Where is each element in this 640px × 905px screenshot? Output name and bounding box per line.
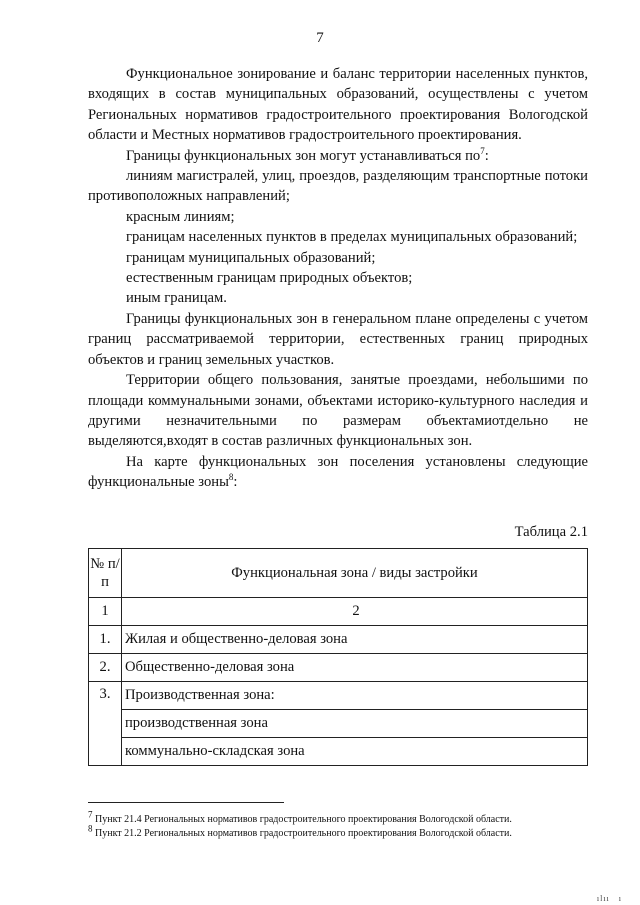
list-item: естественным границам природных объектов;	[126, 270, 413, 287]
table-row	[89, 654, 588, 682]
scan-mark: ılıı ı	[596, 894, 622, 903]
body-text	[88, 64, 588, 493]
row-num: 3.	[89, 682, 122, 766]
header-num	[89, 549, 122, 598]
index-zone: 2	[122, 598, 588, 626]
table-row	[89, 682, 588, 710]
footnote-mark: 8	[88, 823, 93, 834]
list-item: линиям магистралей, улиц, проездов, разделяющим транспортные потоки противоположных направлений;	[88, 168, 588, 205]
zones-table	[88, 548, 588, 766]
list-item: красным линиям;	[126, 208, 235, 225]
paragraph-zones-intro	[88, 452, 588, 493]
footnote-ref-8: 8	[228, 472, 234, 483]
row-num: 1.	[89, 626, 122, 654]
subrow-zone-name: производственная зона	[122, 710, 588, 738]
row-zone-name: Общественно-деловая зона	[122, 654, 588, 682]
subrow-zone-name: коммунально-складская зона	[122, 738, 588, 766]
paragraph-public-territories: Территории общего пользования, занятые проездами, небольшими по площади коммунальными зонами, объектами историко-культурного наследия и другими незначительными по размерам объектамиотдельно не выделяются,входят в состав различных функциональных зон.	[88, 372, 588, 450]
row-zone-name: Производственная зона:	[122, 682, 588, 710]
footnote-mark: 7	[88, 809, 93, 820]
table-subrow	[89, 738, 588, 766]
table-subrow	[89, 710, 588, 738]
paragraph-zoning: Функциональное зонирование и баланс территории населенных пунктов, входящих в состав муниципальных образований, осуществлены с учетом Региональных нормативов градостроительного проектирования Вологодской области и Местных нормативов градостроительного проектирования.	[88, 66, 588, 144]
page-number: 7	[316, 30, 324, 46]
list-item: границам населенных пунктов в пределах муниципальных образований;	[126, 229, 578, 246]
row-num: 2.	[89, 654, 122, 682]
table-index-row	[89, 598, 588, 626]
header-zone: Функциональная зона / виды застройки	[122, 549, 588, 598]
list-item: иным границам.	[126, 290, 227, 307]
footnote-text: Пункт 21.4 Региональных нормативов градостроительного проектирования Вологодской области.	[92, 814, 512, 825]
footnote	[88, 823, 608, 841]
list-item: границам муниципальных образований;	[126, 249, 376, 266]
paragraph-boundaries-text: Границы функциональных зон могут устанавливаться по	[126, 147, 481, 164]
index-num: 1	[89, 598, 122, 626]
paragraph-zones-text: На карте функциональных зон поселения установлены следующие функциональные зоны	[88, 453, 588, 491]
row-zone-name: Жилая и общественно-деловая зона	[122, 626, 588, 654]
table-caption: Таблица 2.1	[514, 524, 588, 540]
table-header-row	[89, 549, 588, 598]
header-num-text: № п/п	[90, 556, 120, 590]
footnote-ref-7: 7	[480, 145, 485, 156]
paragraph-general-plan: Границы функциональных зон в генеральном плане определены с учетом границ рассматриваемой территории, естественных границ природных объектов и границ земельных участков.	[88, 310, 588, 368]
colon: :	[233, 474, 238, 491]
footnote-text: Пункт 21.2 Региональных нормативов градостроительного проектирования Вологодской области.	[92, 828, 512, 839]
footnote-divider	[88, 802, 284, 803]
colon: :	[484, 147, 489, 164]
footnote	[88, 809, 608, 827]
paragraph-boundaries-intro	[88, 146, 588, 166]
footnotes	[88, 809, 608, 841]
table-row	[89, 626, 588, 654]
